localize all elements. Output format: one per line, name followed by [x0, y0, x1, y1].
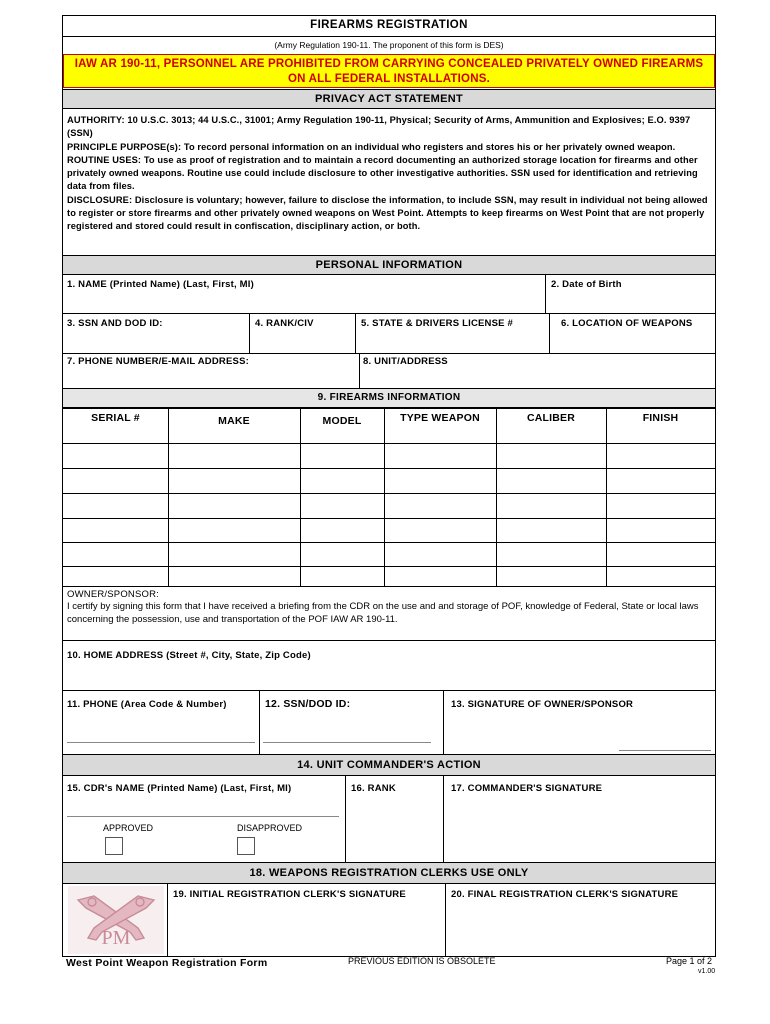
rank-label: 4. RANK/CIV	[255, 318, 314, 329]
firearm-row-3[interactable]	[64, 494, 714, 517]
col-caliber: CALIBER	[526, 412, 576, 424]
col-serial: SERIAL #	[91, 412, 140, 424]
dob-label: 2. Date of Birth	[551, 279, 622, 290]
owner-signature-label: 13. SIGNATURE OF OWNER/SPONSOR	[451, 699, 634, 710]
footer-form-name: West Point Weapon Registration Form	[66, 957, 268, 969]
form-subtitle: (Army Regulation 190-11. The proponent of this form is DES)	[274, 40, 504, 50]
commander-action-header: 14. UNIT COMMANDER'S ACTION	[63, 754, 715, 776]
unit-address-input[interactable]	[363, 370, 711, 386]
clerks-header: 18. WEAPONS REGISTRATION CLERKS USE ONLY	[63, 862, 715, 884]
owner-ssn-label: 12. SSN/DOD ID:	[265, 698, 351, 710]
firearm-row-5[interactable]	[64, 543, 714, 565]
unit-address-label: 8. UNIT/ADDRESS	[363, 356, 448, 367]
disapproved-label: DISAPPROVED	[237, 823, 303, 833]
col-type-weapon: TYPE WEAPON	[400, 412, 480, 424]
home-address-input[interactable]	[67, 664, 711, 688]
privacy-routine-uses: ROUTINE USES: To use as proof of registration and to maintain a record documenting an authorized storage location for firearms and other privately owned weapons. Routine use could include disclosure to other investigative authorities. SSN used for identification and retrieving data from files.	[67, 154, 698, 192]
ssn-label: 3. SSN AND DOD ID:	[67, 318, 163, 329]
concealed-carry-warning: IAW AR 190-11, PERSONNEL ARE PROHIBITED FROM CARRYING CONCEALED PRIVATELY OWNED FIREARMS ON ALL FEDERAL INSTALLATIONS.	[63, 54, 715, 88]
phone-email-label: 7. PHONE NUMBER/E-MAIL ADDRESS:	[67, 356, 249, 367]
privacy-disclosure: DISCLOSURE: Disclosure is voluntary; however, failure to disclose the information, to include SSN, may result in individual not being allowed to register or store firearms and other privately owned weapons on West Point. Attempts to keep firearms on West Point that are not properly registered and stored could result in confiscation, disciplinary action, or both.	[67, 194, 708, 232]
registration-form	[62, 15, 716, 957]
initial-clerk-signature-input[interactable]	[171, 904, 441, 954]
phone-email-input[interactable]	[67, 370, 355, 386]
owner-sponsor-label: OWNER/SPONSOR:	[67, 589, 160, 600]
final-clerk-signature-input[interactable]	[449, 904, 711, 954]
final-clerk-signature-label: 20. FINAL REGISTRATION CLERK'S SIGNATURE	[451, 889, 679, 900]
name-label: 1. NAME (Printed Name) (Last, First, MI)	[67, 279, 254, 290]
privacy-act-text	[67, 114, 713, 234]
personal-info-header: PERSONAL INFORMATION	[63, 255, 715, 275]
owner-certification-text: I certify by signing this form that I have received a briefing from the CDR on the use and and storage of POF, knowledge of Federal, State or local laws concerning the possession, use and transportation of the POF IAW AR 190-11.	[67, 601, 699, 625]
owner-signature-field[interactable]	[619, 750, 711, 751]
owner-ssn-field[interactable]	[263, 742, 431, 743]
home-address-label: 10. HOME ADDRESS (Street #, City, State, Zip Code)	[67, 650, 311, 661]
owner-phone-label: 11. PHONE (Area Code & Number)	[67, 699, 227, 710]
footer-edition-notice: PREVIOUS EDITION IS OBSOLETE	[348, 956, 496, 966]
form-title: FIREARMS REGISTRATION	[310, 19, 468, 31]
state-license-label: 5. STATE & DRIVERS LICENSE #	[361, 318, 513, 329]
cdr-name-label: 15. CDR's NAME (Printed Name) (Last, First, MI)	[67, 783, 292, 794]
footer-page-number: Page 1 of 2	[666, 956, 713, 966]
firearm-row-4[interactable]	[64, 519, 714, 541]
owner-phone-field[interactable]	[67, 742, 255, 743]
cdr-rank-label: 16. RANK	[351, 783, 396, 794]
name-input[interactable]	[67, 292, 541, 312]
privacy-act-header: PRIVACY ACT STATEMENT	[63, 89, 715, 109]
ssn-input[interactable]	[67, 332, 245, 350]
military-police-emblem	[64, 884, 168, 957]
firearm-row-2[interactable]	[64, 469, 714, 492]
cdr-rank-input[interactable]	[349, 798, 439, 858]
privacy-purpose: PRINCIPLE PURPOSE(s): To record personal information on an individual who registers and stores his or her privately owned weapon.	[67, 141, 676, 152]
dob-input[interactable]	[549, 292, 711, 312]
firearms-info-header: 9. FIREARMS INFORMATION	[63, 388, 715, 408]
crossed-pistols-icon	[68, 886, 164, 954]
cdr-signature-label: 17. COMMANDER'S SIGNATURE	[451, 783, 603, 794]
cdr-signature-input[interactable]	[447, 798, 711, 858]
approved-checkbox[interactable]	[105, 837, 123, 855]
rank-input[interactable]	[253, 332, 351, 350]
cdr-name-field[interactable]	[67, 816, 339, 817]
privacy-authority: AUTHORITY: 10 U.S.C. 3013; 44 U.S.C., 31001; Army Regulation 190-11, Physical; Security of Arms, Ammunition and Explosives; E.O. 9397 (SSN)	[67, 115, 691, 139]
col-finish: FINISH	[642, 412, 679, 424]
weapon-location-label: 6. LOCATION OF WEAPONS	[561, 318, 693, 329]
firearms-table	[63, 408, 715, 586]
disapproved-checkbox[interactable]	[237, 837, 255, 855]
col-make: MAKE	[218, 415, 250, 427]
firearm-row-1[interactable]	[64, 444, 714, 467]
approved-label: APPROVED	[103, 823, 154, 833]
col-model: MODEL	[322, 415, 362, 427]
emblem-letters: PM	[101, 927, 131, 949]
footer-version: v1.00	[698, 968, 716, 975]
initial-clerk-signature-label: 19. INITIAL REGISTRATION CLERK'S SIGNATURE	[173, 889, 406, 900]
state-license-input[interactable]	[359, 332, 545, 350]
weapon-location-input[interactable]	[553, 332, 711, 350]
